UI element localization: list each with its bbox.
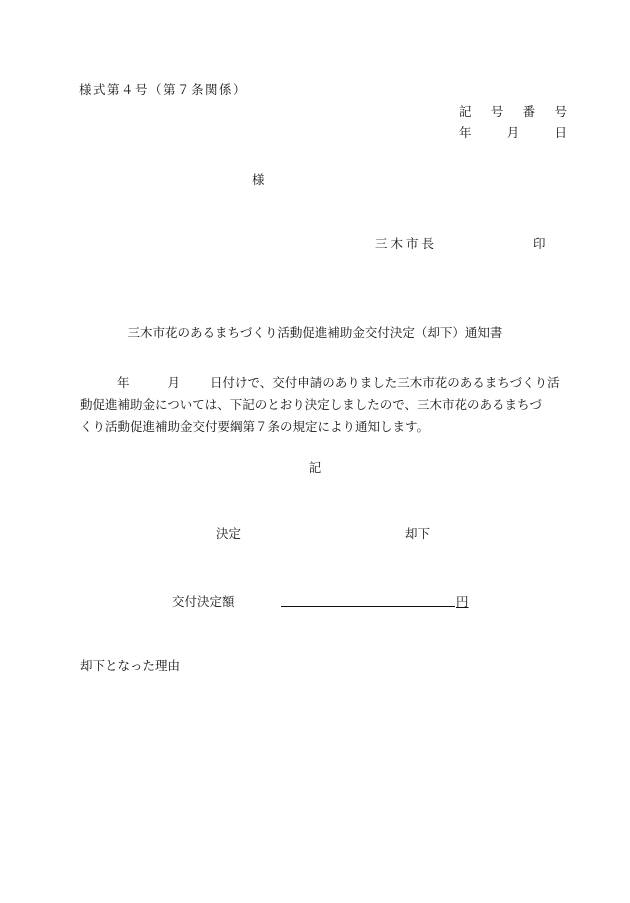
body-line-2: 動促進補助金については、下記のとおり決定しましたので、三木市花のあるまちづ [80,397,542,412]
ki-heading: 記 [308,460,322,475]
body-line-1 [80,372,560,394]
seal-mark: 印 [533,236,546,251]
amount-blank-line [281,592,455,607]
rejection-reason-label: 却下となった理由 [80,658,181,673]
reference-char-2: 号 [490,104,504,119]
document-title: 三木市花のあるまちづくり活動促進補助金交付決定（却下）通知書 [127,325,503,340]
body-year: 年 [117,375,130,390]
notice-body [80,372,560,438]
reference-char-1: 記 [459,104,472,119]
sender-name: 三木市長 [375,236,438,251]
amount-unit: 円 [456,594,469,609]
addressee-suffix: 様 [252,172,265,187]
body-month: 月 [167,375,181,390]
reference-char-3: 番 [522,104,536,119]
date-day: 日 [554,125,567,140]
date-year: 年 [459,125,472,140]
date-month: 月 [506,125,520,140]
reference-number-row [459,106,567,119]
reference-char-4: 号 [554,104,567,119]
issue-date-row [459,127,567,140]
option-rejection: 却下 [405,526,431,541]
option-decision: 決定 [216,526,242,541]
body-line-3: くり活動促進補助金交付要綱第７条の規定により通知します。 [80,419,430,434]
form-number: 様式第４号（第７条関係） [79,82,248,97]
amount-label: 交付決定額 [172,594,235,609]
body-line-1-rest: 日付けで、交付申請のありました三木市花のあるまちづくり活 [210,375,560,390]
